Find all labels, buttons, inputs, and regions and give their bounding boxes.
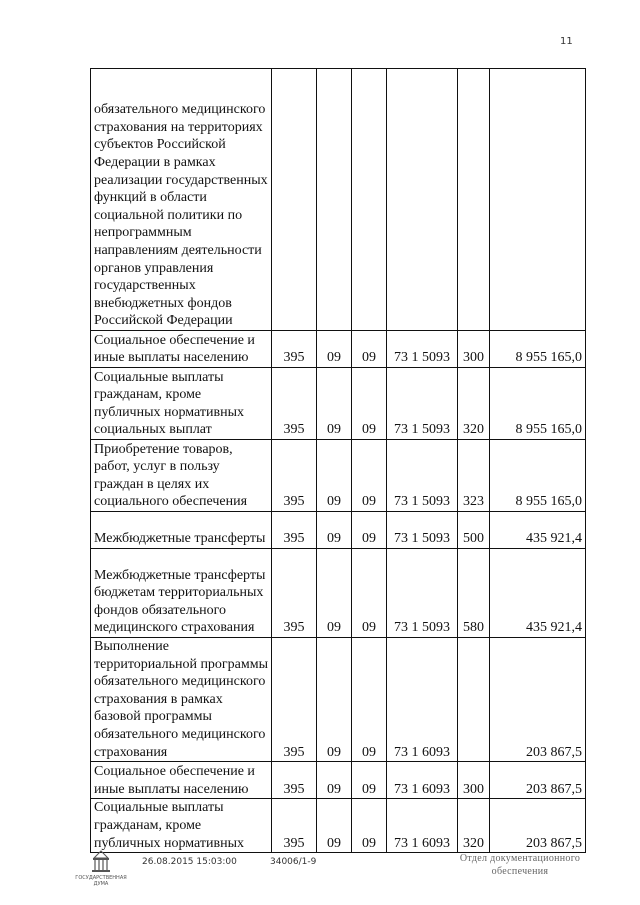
- table-row: [91, 368, 586, 440]
- footer-document-number: 34006/1-9: [270, 857, 317, 867]
- row-section-code: [317, 69, 352, 331]
- row-ministry-code: 395: [272, 549, 317, 638]
- row-name: Межбюджетные трансферты бюджетам территориальных фондов обязательного медицинского страхования: [91, 549, 272, 638]
- footer-timestamp: 26.08.2015 15:03:00: [142, 857, 237, 867]
- table-row: [91, 799, 586, 853]
- svg-text:ДУМА: ДУМА: [93, 881, 109, 887]
- row-expense-type: [458, 638, 490, 762]
- page-number: 11: [560, 36, 573, 47]
- row-target-article: 73 1 5093: [387, 368, 458, 440]
- row-section-code: 09: [317, 549, 352, 638]
- row-ministry-code: 395: [272, 512, 317, 549]
- row-name: Социальные выплаты гражданам, кроме публичных нормативных: [91, 799, 272, 853]
- table-row: [91, 69, 586, 331]
- row-section-code: 09: [317, 799, 352, 853]
- row-target-article: 73 1 5093: [387, 549, 458, 638]
- row-target-article: 73 1 5093: [387, 440, 458, 512]
- row-section-code: 09: [317, 638, 352, 762]
- table-row: [91, 762, 586, 799]
- row-name: Социальные выплаты гражданам, кроме публичных нормативных социальных выплат: [91, 368, 272, 440]
- row-ministry-code: [272, 69, 317, 331]
- row-name: Межбюджетные трансферты: [91, 512, 272, 549]
- row-ministry-code: 395: [272, 638, 317, 762]
- row-expense-type: 320: [458, 799, 490, 853]
- row-amount: 203 867,5: [490, 638, 586, 762]
- row-amount: 8 955 165,0: [490, 368, 586, 440]
- row-ministry-code: 395: [272, 440, 317, 512]
- row-expense-type: 320: [458, 368, 490, 440]
- row-expense-type: 580: [458, 549, 490, 638]
- row-subsection-code: 09: [352, 440, 387, 512]
- row-subsection-code: 09: [352, 762, 387, 799]
- row-expense-type: 323: [458, 440, 490, 512]
- row-ministry-code: 395: [272, 368, 317, 440]
- row-amount: 203 867,5: [490, 762, 586, 799]
- row-name: Социальное обеспечение и иные выплаты населению: [91, 331, 272, 368]
- table-row: [91, 331, 586, 368]
- row-section-code: 09: [317, 368, 352, 440]
- row-ministry-code: 395: [272, 799, 317, 853]
- table-row: [91, 512, 586, 549]
- budget-table: [90, 68, 586, 853]
- row-subsection-code: 09: [352, 799, 387, 853]
- row-subsection-code: 09: [352, 331, 387, 368]
- row-section-code: 09: [317, 512, 352, 549]
- row-amount: 203 867,5: [490, 799, 586, 853]
- duma-emblem-icon: [75, 848, 127, 887]
- svg-text:ГОСУДАРСТВЕННАЯ: ГОСУДАРСТВЕННАЯ: [75, 875, 127, 881]
- row-subsection-code: 09: [352, 512, 387, 549]
- row-name: обязательного медицинского страхования на территориях субъектов Российской Федерации в рамках реализации государственных функций в области социальной политики по непрограммным направлениям деятельности органов управления государственных внебюджетных фондов Российской Федерации: [91, 69, 272, 331]
- row-target-article: 73 1 6093: [387, 638, 458, 762]
- row-expense-type: 500: [458, 512, 490, 549]
- row-target-article: 73 1 5093: [387, 331, 458, 368]
- row-name: Приобретение товаров, работ, услуг в пользу граждан в целях их социального обеспечения: [91, 440, 272, 512]
- row-subsection-code: 09: [352, 368, 387, 440]
- row-subsection-code: [352, 69, 387, 331]
- row-target-article: [387, 69, 458, 331]
- row-expense-type: 300: [458, 762, 490, 799]
- table-row: [91, 549, 586, 638]
- row-expense-type: 300: [458, 331, 490, 368]
- row-section-code: 09: [317, 331, 352, 368]
- row-amount: 8 955 165,0: [490, 440, 586, 512]
- row-section-code: 09: [317, 440, 352, 512]
- row-target-article: 73 1 5093: [387, 512, 458, 549]
- row-subsection-code: 09: [352, 549, 387, 638]
- row-section-code: 09: [317, 762, 352, 799]
- row-amount: 8 955 165,0: [490, 331, 586, 368]
- row-ministry-code: 395: [272, 331, 317, 368]
- row-amount: [490, 69, 586, 331]
- row-target-article: 73 1 6093: [387, 762, 458, 799]
- row-name: Социальное обеспечение и иные выплаты населению: [91, 762, 272, 799]
- row-name: Выполнение территориальной программы обязательного медицинского страхования в рамках базовой программы обязательного медицинского страхования: [91, 638, 272, 762]
- row-amount: 435 921,4: [490, 549, 586, 638]
- row-subsection-code: 09: [352, 638, 387, 762]
- table-row: [91, 638, 586, 762]
- row-amount: 435 921,4: [490, 512, 586, 549]
- row-expense-type: [458, 69, 490, 331]
- row-ministry-code: 395: [272, 762, 317, 799]
- row-target-article: 73 1 6093: [387, 799, 458, 853]
- footer-department-stamp: Отдел документационного обеспечения: [459, 853, 581, 877]
- table-row: [91, 440, 586, 512]
